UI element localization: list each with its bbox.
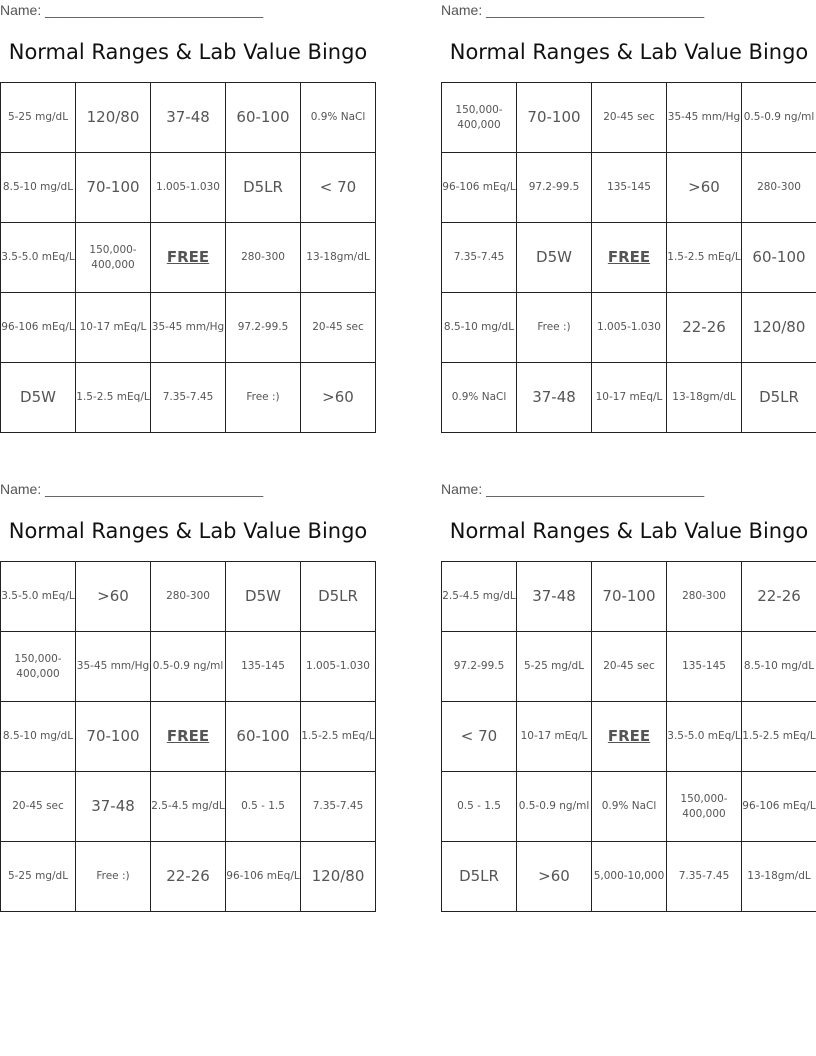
bingo-cell: Free :): [76, 842, 151, 912]
bingo-cell: 37-48: [517, 562, 592, 632]
bingo-cell: >60: [301, 363, 376, 433]
bingo-cell: 20-45 sec: [1, 772, 76, 842]
bingo-cell: 97.2-99.5: [226, 293, 301, 363]
bingo-row: [442, 772, 816, 842]
bingo-row: [1, 842, 376, 912]
bingo-cell: 135-145: [667, 632, 742, 702]
bingo-cell: 37-48: [76, 772, 151, 842]
card-title: Normal Ranges & Lab Value Bingo: [449, 519, 809, 543]
bingo-cell: 150,000-400,000: [442, 83, 517, 153]
bingo-cell: 97.2-99.5: [517, 153, 592, 223]
bingo-cell: 150,000-400,000: [667, 772, 742, 842]
bingo-cell: 1.5-2.5 mEq/L: [742, 702, 816, 772]
bingo-cell: >60: [517, 842, 592, 912]
bingo-cell: 35-45 mm/Hg: [76, 632, 151, 702]
card-title: Normal Ranges & Lab Value Bingo: [449, 40, 809, 64]
bingo-cell: 60-100: [742, 223, 816, 293]
bingo-cell: 8.5-10 mg/dL: [442, 293, 517, 363]
bingo-row: [442, 153, 816, 223]
bingo-cell: 0.5-0.9 ng/ml: [742, 83, 816, 153]
bingo-cell: 0.9% NaCl: [592, 772, 667, 842]
bingo-grid: [441, 82, 816, 433]
bingo-cell: 2.5-4.5 mg/dL: [442, 562, 517, 632]
bingo-cell: D5W: [226, 562, 301, 632]
name-line: Name: ____________________________: [441, 481, 705, 497]
bingo-cell: 22-26: [742, 562, 816, 632]
bingo-cell: 1.5-2.5 mEq/L: [301, 702, 376, 772]
bingo-cell: 22-26: [151, 842, 226, 912]
bingo-cell: 10-17 mEq/L: [592, 363, 667, 433]
bingo-row: [1, 562, 376, 632]
bingo-cell: 96-106 mEq/L: [442, 153, 517, 223]
bingo-cell: 13-18gm/dL: [742, 842, 816, 912]
bingo-row: [1, 702, 376, 772]
bingo-cell: 280-300: [151, 562, 226, 632]
bingo-cell: 0.5-0.9 ng/ml: [151, 632, 226, 702]
bingo-row: [1, 223, 376, 293]
bingo-cell: 70-100: [76, 702, 151, 772]
bingo-cell: 1.005-1.030: [592, 293, 667, 363]
bingo-cell: 1.005-1.030: [301, 632, 376, 702]
bingo-cell: 120/80: [742, 293, 816, 363]
bingo-cell: 70-100: [76, 153, 151, 223]
bingo-row: [1, 772, 376, 842]
bingo-cell: 1.005-1.030: [151, 153, 226, 223]
bingo-cell: 7.35-7.45: [442, 223, 517, 293]
bingo-row: [442, 223, 816, 293]
bingo-cell: 60-100: [226, 702, 301, 772]
bingo-cell: D5LR: [742, 363, 816, 433]
bingo-cell: 96-106 mEq/L: [742, 772, 816, 842]
bingo-cell: 3.5-5.0 mEq/L: [667, 702, 742, 772]
name-line: Name: ____________________________: [441, 2, 705, 18]
bingo-cell: 70-100: [592, 562, 667, 632]
bingo-cell: 8.5-10 mg/dL: [1, 702, 76, 772]
bingo-grid: [441, 561, 816, 912]
bingo-row: [442, 842, 816, 912]
bingo-cell: 22-26: [667, 293, 742, 363]
bingo-cell: >60: [667, 153, 742, 223]
card-title: Normal Ranges & Lab Value Bingo: [8, 40, 368, 64]
bingo-cell: 2.5-4.5 mg/dL: [151, 772, 226, 842]
bingo-cell: Free :): [517, 293, 592, 363]
free-space-cell: FREE: [592, 223, 667, 293]
bingo-cell: 20-45 sec: [592, 83, 667, 153]
bingo-row: [442, 293, 816, 363]
bingo-grid: [0, 82, 376, 433]
bingo-row: [1, 632, 376, 702]
bingo-cell: 70-100: [517, 83, 592, 153]
bingo-row: [442, 562, 816, 632]
bingo-row: [442, 632, 816, 702]
bingo-cell: 150,000-400,000: [1, 632, 76, 702]
bingo-cell: 3.5-5.0 mEq/L: [1, 562, 76, 632]
bingo-row: [1, 153, 376, 223]
bingo-cell: 96-106 mEq/L: [1, 293, 76, 363]
bingo-cell: 37-48: [517, 363, 592, 433]
bingo-cell: 3.5-5.0 mEq/L: [1, 223, 76, 293]
bingo-cell: 5-25 mg/dL: [1, 842, 76, 912]
name-line: Name: ____________________________: [0, 481, 264, 497]
bingo-cell: D5W: [517, 223, 592, 293]
bingo-cell: 120/80: [76, 83, 151, 153]
bingo-cell: 13-18gm/dL: [301, 223, 376, 293]
bingo-cell: < 70: [301, 153, 376, 223]
bingo-cell: 7.35-7.45: [301, 772, 376, 842]
bingo-cell: < 70: [442, 702, 517, 772]
bingo-cell: 0.5-0.9 ng/ml: [517, 772, 592, 842]
bingo-cell: 7.35-7.45: [151, 363, 226, 433]
bingo-cell: 0.5 - 1.5: [442, 772, 517, 842]
bingo-cell: 96-106 mEq/L: [226, 842, 301, 912]
bingo-cell: 97.2-99.5: [442, 632, 517, 702]
free-space-cell: FREE: [592, 702, 667, 772]
bingo-cell: 280-300: [226, 223, 301, 293]
bingo-row: [442, 83, 816, 153]
bingo-cell: D5LR: [301, 562, 376, 632]
bingo-cell: 135-145: [226, 632, 301, 702]
bingo-cell: 20-45 sec: [301, 293, 376, 363]
bingo-cell: 5-25 mg/dL: [1, 83, 76, 153]
bingo-cell: D5W: [1, 363, 76, 433]
bingo-cell: 280-300: [742, 153, 816, 223]
bingo-cell: 120/80: [301, 842, 376, 912]
bingo-cell: 1.5-2.5 mEq/L: [667, 223, 742, 293]
bingo-row: [1, 293, 376, 363]
bingo-cell: 5-25 mg/dL: [517, 632, 592, 702]
card-title: Normal Ranges & Lab Value Bingo: [8, 519, 368, 543]
bingo-cell: 10-17 mEq/L: [76, 293, 151, 363]
bingo-cell: 37-48: [151, 83, 226, 153]
bingo-grid: [0, 561, 376, 912]
bingo-cell: 1.5-2.5 mEq/L: [76, 363, 151, 433]
bingo-cell: 8.5-10 mg/dL: [742, 632, 816, 702]
bingo-row: [1, 363, 376, 433]
bingo-cell: D5LR: [442, 842, 517, 912]
bingo-cell: 280-300: [667, 562, 742, 632]
bingo-cell: 20-45 sec: [592, 632, 667, 702]
bingo-cell: 7.35-7.45: [667, 842, 742, 912]
free-space-cell: FREE: [151, 702, 226, 772]
bingo-cell: 0.9% NaCl: [301, 83, 376, 153]
bingo-row: [442, 702, 816, 772]
bingo-cell: 13-18gm/dL: [667, 363, 742, 433]
bingo-cell: 0.9% NaCl: [442, 363, 517, 433]
bingo-cell: D5LR: [226, 153, 301, 223]
bingo-cell: 35-45 mm/Hg: [151, 293, 226, 363]
bingo-cell: >60: [76, 562, 151, 632]
bingo-row: [1, 83, 376, 153]
bingo-cell: 0.5 - 1.5: [226, 772, 301, 842]
name-line: Name: ____________________________: [0, 2, 264, 18]
bingo-row: [442, 363, 816, 433]
bingo-cell: 5,000-10,000: [592, 842, 667, 912]
free-space-cell: FREE: [151, 223, 226, 293]
bingo-cell: 150,000-400,000: [76, 223, 151, 293]
bingo-cell: 10-17 mEq/L: [517, 702, 592, 772]
bingo-cell: 8.5-10 mg/dL: [1, 153, 76, 223]
bingo-cell: 60-100: [226, 83, 301, 153]
bingo-cell: 35-45 mm/Hg: [667, 83, 742, 153]
bingo-cell: 135-145: [592, 153, 667, 223]
bingo-cell: Free :): [226, 363, 301, 433]
